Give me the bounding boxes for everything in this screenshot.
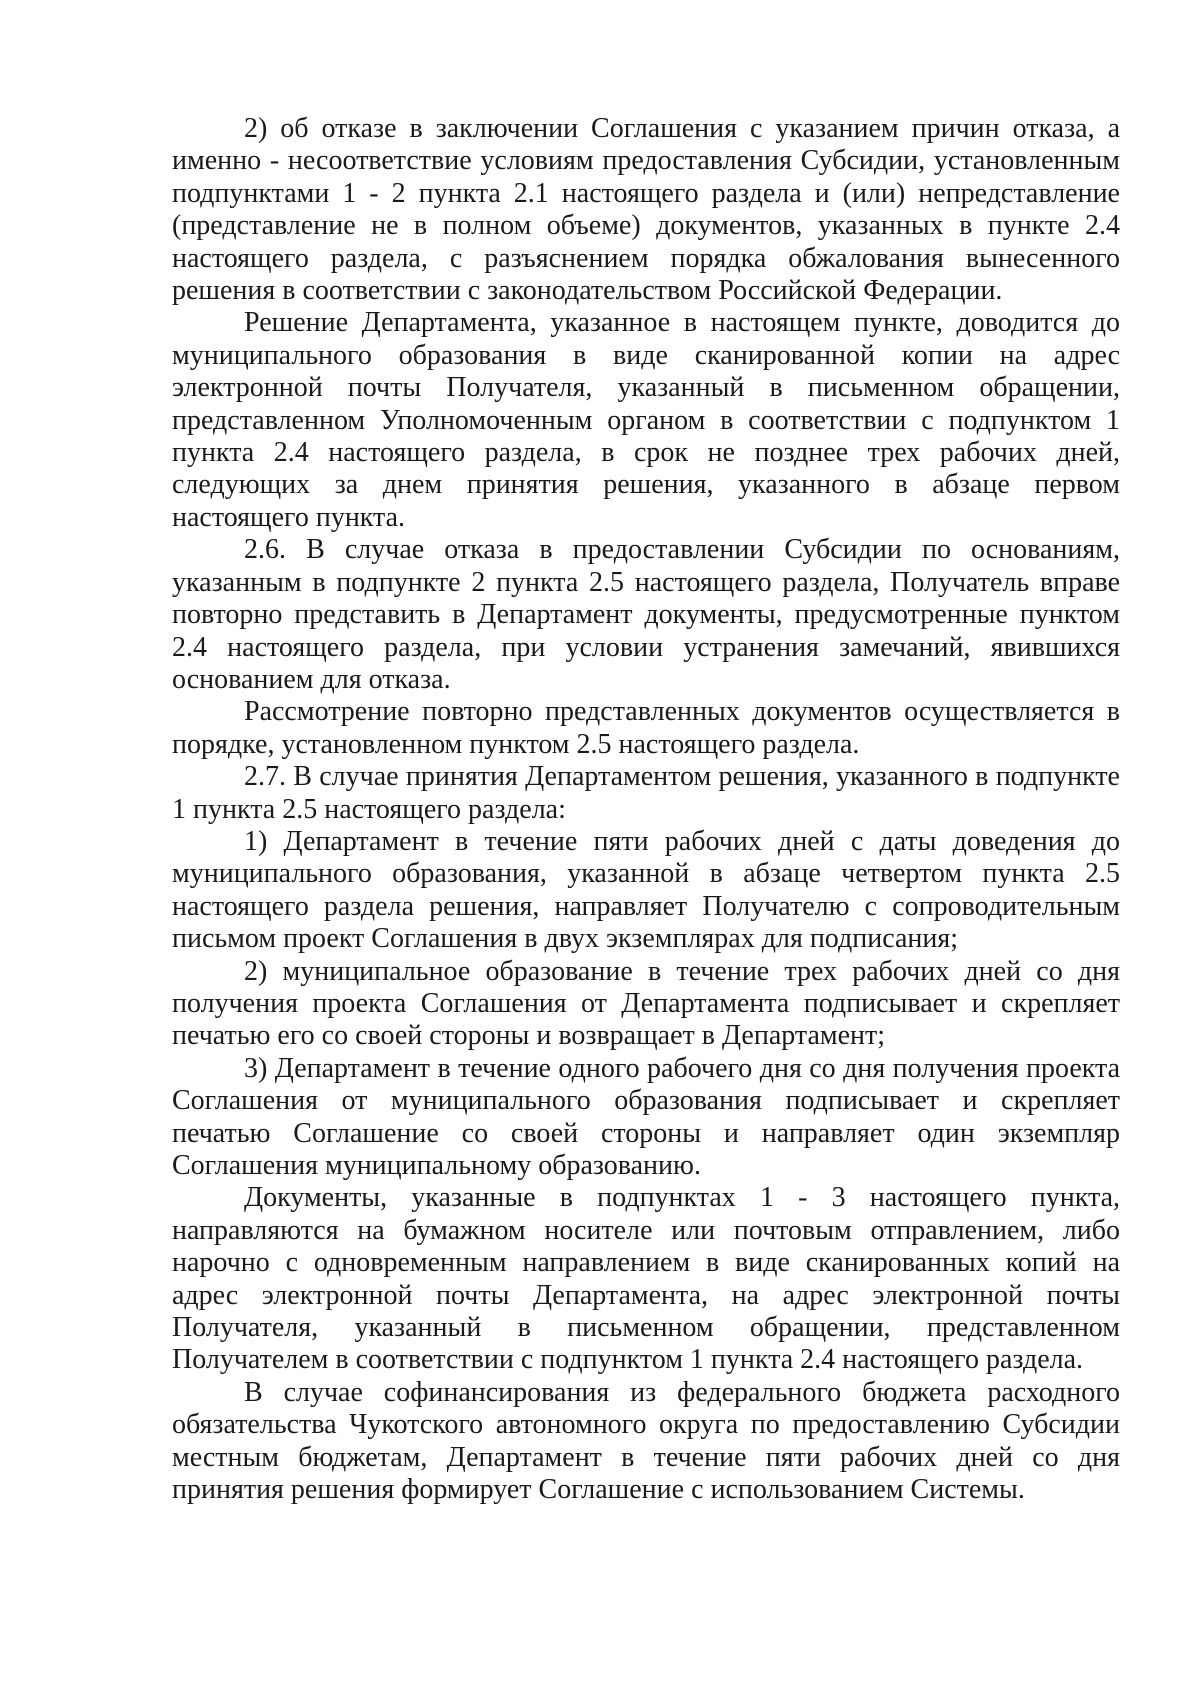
paragraph-item-1: 1) Департамент в течение пяти рабочих дней с даты доведения до муниципального образования, указанной в абзаце четвертом пункта 2.5 настоящего раздела решения, направляет Получателю с сопроводительным письмом проект Соглашения в двух экземплярах для подписания; [172, 825, 1120, 955]
paragraph-documents-delivery: Документы, указанные в подпунктах 1 - 3 настоящего пункта, направляются на бумажном носителе или почтовым отправлением, либо нарочно с одновременным направлением в виде сканированных копий на адрес электронной почты Департамента, на адрес электронной почты Получателя, указанный в письменном обращении, представленном Получателем в соответствии с подпунктом 1 пункта 2.4 настоящего раздела. [172, 1182, 1120, 1376]
paragraph-clause-2-6: 2.6. В случае отказа в предоставлении Субсидии по основаниям, указанным в подпункте 2 пункта 2.5 настоящего раздела, Получатель вправе повторно представить в Департамент документы, предусмотренные пунктом 2.4 настоящего раздела, при условии устранения замечаний, явившихся основанием для отказа. [172, 534, 1120, 695]
paragraph-clause-2-7: 2.7. В случае принятия Департаментом решения, указанного в подпункте 1 пункта 2.5 настоящего раздела: [172, 761, 1120, 825]
paragraph-item-3: 3) Департамент в течение одного рабочего дня со дня получения проекта Соглашения от муниципального образования подписывает и скрепляет печатью Соглашение со своей стороны и направляет один экземпляр Соглашения муниципальному образованию. [172, 1052, 1120, 1181]
paragraph-decision-notice: Решение Департамента, указанное в настоящем пункте, доводится до муниципального образования в виде сканированной копии на адрес электронной почты Получателя, указанный в письменном обращении, представленном Уполномоченным органом в соответствии с подпунктом 1 пункта 2.4 настоящего раздела, в срок не позднее трех рабочих дней, следующих за днем принятия решения, указанного в абзаце первом настоящего пункта. [172, 307, 1120, 533]
paragraph-item-2: 2) муниципальное образование в течение трех рабочих дней со дня получения проекта Соглашения от Департамента подписывает и скрепляет печатью его со своей стороны и возвращает в Департамент; [172, 955, 1120, 1052]
document-body [172, 113, 1120, 1506]
paragraph-federal-cofinancing: В случае софинансирования из федерального бюджета расходного обязательства Чукотского автономного округа по предоставлению Субсидии местным бюджетам, Департамент в течение пяти рабочих дней со дня принятия решения формирует Соглашение с использованием Системы. [172, 1376, 1120, 1506]
paragraph-resubmission-review: Рассмотрение повторно представленных документов осуществляется в порядке, установленном пунктом 2.5 настоящего раздела. [172, 696, 1120, 760]
paragraph-refusal-item-2: 2) об отказе в заключении Соглашения с указанием причин отказа, а именно - несоответствие условиям предоставления Субсидии, установленным подпунктами 1 - 2 пункта 2.1 настоящего раздела и (или) непредставление (представление не в полном объеме) документов, указанных в пункте 2.4 настоящего раздела, с разъяснением порядка обжалования вынесенного решения в соответствии с законодательством Российской Федерации. [172, 113, 1120, 307]
